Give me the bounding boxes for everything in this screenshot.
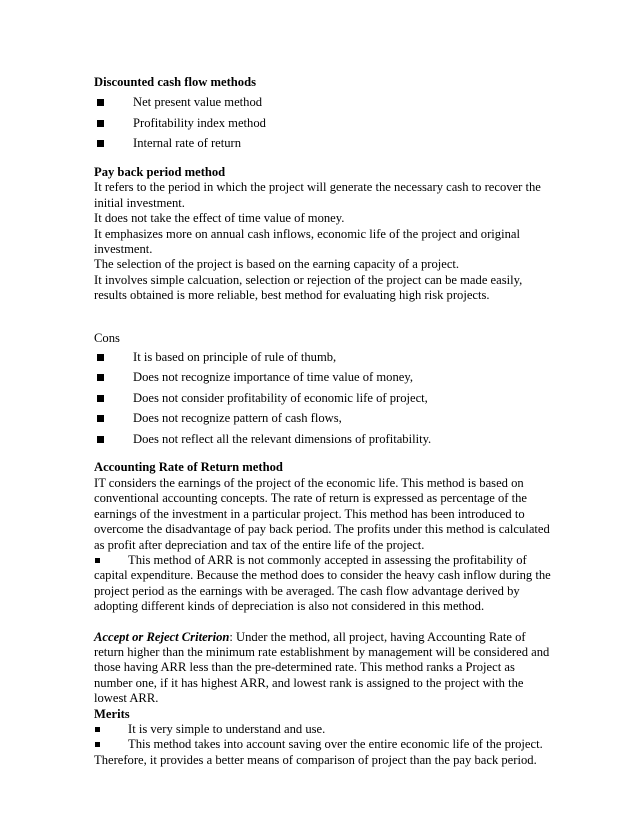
list-item: Does not consider profitability of economic life of project, bbox=[94, 391, 556, 412]
square-bullet-icon bbox=[97, 436, 104, 443]
square-bullet-icon bbox=[97, 99, 104, 106]
square-bullet-icon bbox=[97, 354, 104, 361]
list-item: Internal rate of return bbox=[94, 136, 556, 157]
square-bullet-icon bbox=[97, 120, 104, 127]
payback-line: It refers to the period in which the project will generate the necessary cash to recover the initial investment. bbox=[94, 180, 541, 210]
criterion-paragraph: Accept or Reject Criterion: Under the method, all project, having Accounting Rate of return higher than the minimum rate establishment by management will be considered and those having ARR less than the pre-determined rate. This method ranks a Project as number one, if it has highest ARR, and lowest rank is assigned to the project with the lowest ARR. bbox=[94, 629, 550, 706]
merit-item: It is very simple to understand and use. bbox=[94, 722, 556, 737]
square-bullet-icon bbox=[95, 727, 100, 732]
document-body bbox=[94, 75, 556, 768]
square-bullet-icon bbox=[97, 140, 104, 147]
list-item: Profitability index method bbox=[94, 116, 556, 137]
merits-heading: Merits bbox=[94, 706, 130, 721]
payback-line: It does not take the effect of time value of money. bbox=[94, 211, 345, 226]
list-item: It is based on principle of rule of thumb, bbox=[94, 350, 556, 371]
square-bullet-icon bbox=[95, 558, 100, 563]
payback-line: It emphasizes more on annual cash inflows, economic life of the project and original investment. bbox=[94, 226, 520, 256]
payback-line: The selection of the project is based on the earning capacity of a project. bbox=[94, 257, 460, 272]
square-bullet-icon bbox=[97, 374, 104, 381]
dcf-heading: Discounted cash flow methods bbox=[94, 75, 256, 89]
cons-heading: Cons bbox=[94, 330, 120, 345]
arr-heading: Accounting Rate of Return method bbox=[94, 460, 283, 475]
payback-heading: Pay back period method bbox=[94, 164, 226, 179]
merit-item: This method takes into account saving over the entire economic life of the project. Therefore, it provides a better means of comparison of project than the pay back period. bbox=[94, 737, 543, 767]
list-item: Does not reflect all the relevant dimensions of profitability. bbox=[94, 432, 556, 453]
list-item: Does not recognize importance of time value of money, bbox=[94, 370, 556, 391]
list-item: Does not recognize pattern of cash flows, bbox=[94, 411, 556, 432]
list-item: Net present value method bbox=[94, 95, 556, 116]
square-bullet-icon bbox=[97, 395, 104, 402]
payback-line: It involves simple calcuation, selection or rejection of the project can be made easily, results obtained is more reliable, best method for evaluating high risk projects. bbox=[94, 272, 523, 303]
arr-paragraph: IT considers the earnings of the project of the economic life. This method is based on conventional accounting concepts. The rate of return is expressed as percentage of the earnings of the investment in a particular project. This method has been introduced to overcome the disadvantage of pay back period. The profits under this method is calculated as profit after depreciation and tax of the entire life of the project. bbox=[94, 475, 550, 552]
arr-paragraph: This method of ARR is not commonly accepted in assessing the profitability of capital expenditure. Because the method does to consider the heavy cash inflow during the project period as the earnings with be averaged. The cash flow advantage derived by adopting different kinds of depreciation is also not considered in this method. bbox=[94, 552, 551, 614]
square-bullet-icon bbox=[97, 415, 104, 422]
square-bullet-icon bbox=[95, 742, 100, 747]
criterion-label: Accept or Reject Criterion bbox=[94, 629, 230, 644]
